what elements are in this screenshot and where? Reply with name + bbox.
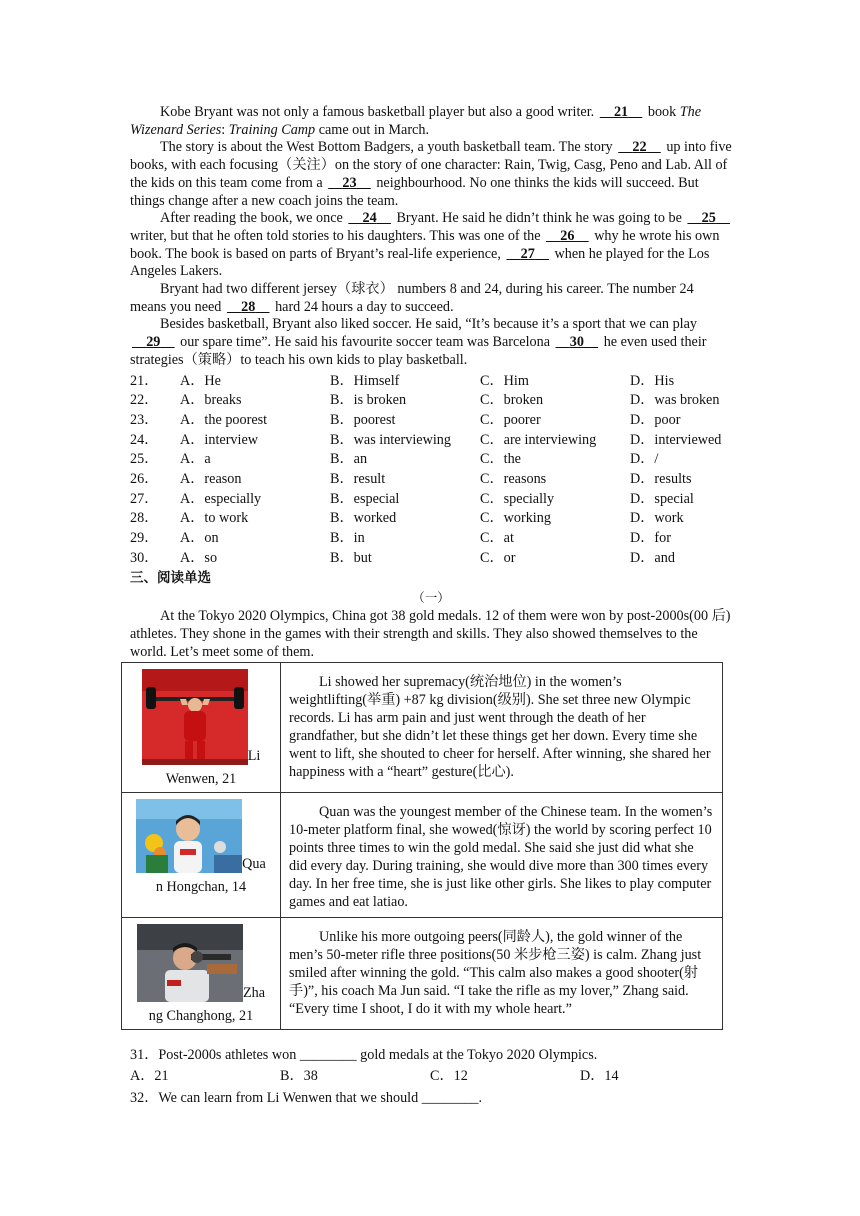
option-row: 25． A．a B．an C．the D．/ (130, 450, 732, 470)
option-c[interactable]: C．broken (480, 392, 544, 409)
answer-options (130, 1065, 732, 1085)
option-a[interactable]: A．He (180, 372, 221, 389)
option-b[interactable]: B．worked (330, 510, 397, 527)
cloze-paragraph-1: Kobe Bryant was not only a famous basketball player but also a good writer. 21 book The Wizenard Series: Training Camp came out in March. (130, 104, 702, 138)
option-a[interactable]: A．21 (130, 1067, 169, 1084)
option-row: 30． A．so B．but C．or D．and (130, 549, 732, 569)
option-c[interactable]: C．working (480, 510, 551, 527)
option-c[interactable]: C．reasons (480, 470, 547, 487)
option-b[interactable]: B．but (330, 549, 372, 566)
option-row: 29． A．on B．in C．at D．for (130, 529, 732, 549)
blank-24: 24 (362, 210, 377, 227)
blank-27: 27 (520, 245, 535, 262)
blank-21: 21 (613, 104, 629, 120)
question-stem: 31．Post-2000s athletes won ________ gold medals at the Tokyo 2020 Olympics. (130, 1047, 598, 1063)
option-d[interactable]: D．was broken (630, 392, 720, 409)
blank-30: 30 (569, 334, 584, 351)
photo-cell: Li Wenwen, 21 (122, 663, 281, 793)
option-d[interactable]: D．work (630, 510, 684, 527)
option-row: 22． A．breaks B．is broken C．broken D．was broken (130, 391, 732, 411)
options-list (130, 372, 732, 569)
photo-cell: Qua n Hongchan, 14 (122, 793, 281, 918)
option-a[interactable]: A．breaks (180, 392, 242, 409)
option-c[interactable]: C．12 (430, 1067, 468, 1084)
option-d[interactable]: D．results (630, 470, 692, 487)
option-row: 27． A．especially B．especial C．specially D．special (130, 490, 732, 510)
table-row (122, 663, 723, 793)
cloze-paragraph-4: Bryant had two different jersey（球衣） numbers 8 and 24, during his career. The number 24 means you need 28 hard 24 hours a day to succeed. (130, 281, 694, 315)
question-32-stem: 32．We can learn from Li Wenwen that we should ________. (130, 1089, 483, 1106)
option-a[interactable]: A．interview (180, 431, 259, 448)
table-row (122, 918, 723, 1030)
option-b[interactable]: B．in (330, 530, 365, 547)
option-row: 23． A．the poorest B．poorest C．poorer D．poor (130, 411, 732, 431)
option-d[interactable]: D．/ (630, 451, 659, 468)
option-a[interactable]: A．reason (180, 470, 242, 487)
question-31 (130, 1044, 732, 1107)
blank-28: 28 (241, 298, 256, 315)
athlete-description: Unlike his more outgoing peers(同龄人), the gold winner of the men’s 50-meter rifle three positions(50 米步枪三姿) is calm. Zhang just smiled after winning the gold. “This calm also makes a good shooter(射手)”, his coach Ma Jun said. “I take the rifle as my lover,” Zhang said. “Every time I shoot, I do it with my whole heart.” (281, 918, 723, 1030)
sub-title: （一） (412, 590, 450, 606)
athlete-description: Li showed her supremacy(统治地位) in the women’s weightlifting(举重) +87 kg division(级别). She set three new Olympic records. Li has arm pain and just went through the death of her grandfather, but she didn’t let these things get her down. Every time she went to lift, she shouted to cheer for herself. After winning, she shared her happiness with a “heart” gesture(比心). (281, 663, 723, 793)
option-d[interactable]: D．His (630, 372, 675, 389)
cloze-passage (130, 104, 732, 662)
option-b[interactable]: B．Himself (330, 372, 400, 389)
athlete-photo-li-wenwen (142, 669, 248, 765)
option-b[interactable]: B．poorest (330, 411, 396, 428)
athlete-table (121, 662, 723, 1030)
option-row: 26． A．reason B．result C．reasons D．results (130, 470, 732, 490)
option-c[interactable]: C．specially (480, 490, 555, 507)
athlete-photo-quan-hongchan (136, 799, 242, 873)
blank-23: 23 (342, 174, 357, 191)
athlete-photo-zhang-changhong (137, 924, 243, 1002)
option-a[interactable]: A．so (180, 549, 218, 566)
cloze-paragraph-3: After reading the book, we once 24 Bryant. He said he didn’t think he was going to be 25 writer, but that he often told stories to his daughters. This was one of the 26 why he wrote his own book. The book is based on parts of Bryant’s real-life experience, 27 when he played for the Los Angeles Lakers. (130, 210, 732, 281)
option-b[interactable]: B．is broken (330, 392, 407, 409)
option-a[interactable]: A．a (180, 451, 211, 468)
option-row: 21． A．He B．Himself C．Him D．His (130, 372, 732, 392)
section-title: 三、阅读单选 (130, 570, 211, 587)
cloze-paragraph-5: Besides basketball, Bryant also liked soccer. He said, “It’s because it’s a sport that we can play 29 our spare time”. He said his favourite soccer team was Barcelona 30 he even used their strategies（策略）to teach his own kids to play basketball. (130, 316, 707, 368)
table-row (122, 793, 723, 918)
blank-26: 26 (560, 227, 575, 244)
option-b[interactable]: B．38 (280, 1067, 318, 1084)
option-a[interactable]: A．on (180, 530, 219, 547)
option-d[interactable]: D．for (630, 530, 671, 547)
reading-intro: At the Tokyo 2020 Olympics, China got 38 gold medals. 12 of them were won by post-2000s(00 后) athletes. They shone in the games with their strength and skills. They also showed themselves to the world. Let’s meet some of them. (130, 608, 731, 660)
option-b[interactable]: B．was interviewing (330, 431, 451, 448)
option-d[interactable]: D．14 (580, 1067, 619, 1084)
option-d[interactable]: D．interviewed (630, 431, 722, 448)
option-c[interactable]: C．at (480, 530, 514, 547)
option-a[interactable]: A．especially (180, 490, 262, 507)
blank-22: 22 (632, 139, 647, 156)
athlete-description: Quan was the youngest member of the Chinese team. In the women’s 10-meter platform final, she wowed(惊讶) the world by scoring perfect 10 points three times to win the gold medal. She said she just did what she did every day. During training, she would dive more than 300 times every day. In her free time, she is just like other girls. She likes to play computer games and eat latiao. (281, 793, 723, 918)
option-row: 28． A．to work B．worked C．working D．work (130, 509, 732, 529)
option-a[interactable]: A．the poorest (180, 411, 268, 428)
option-b[interactable]: B．especial (330, 490, 400, 507)
option-c[interactable]: C．or (480, 549, 516, 566)
option-c[interactable]: C．the (480, 451, 521, 468)
option-c[interactable]: C．Him (480, 372, 529, 389)
photo-cell: Zha ng Changhong, 21 (122, 918, 281, 1030)
option-d[interactable]: D．and (630, 549, 675, 566)
cloze-paragraph-2: The story is about the West Bottom Badgers, a youth basketball team. The story 22 up into five books, with each focusing（关注）on the story of one character: Rain, Twig, Casg, Peno and Lab. All of the kids on this team come from a 23 neighbourhood. No one thinks the kids will succeed. But things change after a new coach joins the team. (130, 139, 732, 209)
option-row: 24． A．interview B．was interviewing C．are interviewing D．interviewed (130, 431, 732, 451)
option-d[interactable]: D．poor (630, 411, 681, 428)
option-c[interactable]: C．poorer (480, 411, 541, 428)
option-a[interactable]: A．to work (180, 510, 249, 527)
blank-25: 25 (701, 210, 716, 227)
option-b[interactable]: B．an (330, 451, 368, 468)
option-b[interactable]: B．result (330, 470, 386, 487)
option-d[interactable]: D．special (630, 490, 694, 507)
option-c[interactable]: C．are interviewing (480, 431, 597, 448)
blank-29: 29 (146, 334, 161, 351)
